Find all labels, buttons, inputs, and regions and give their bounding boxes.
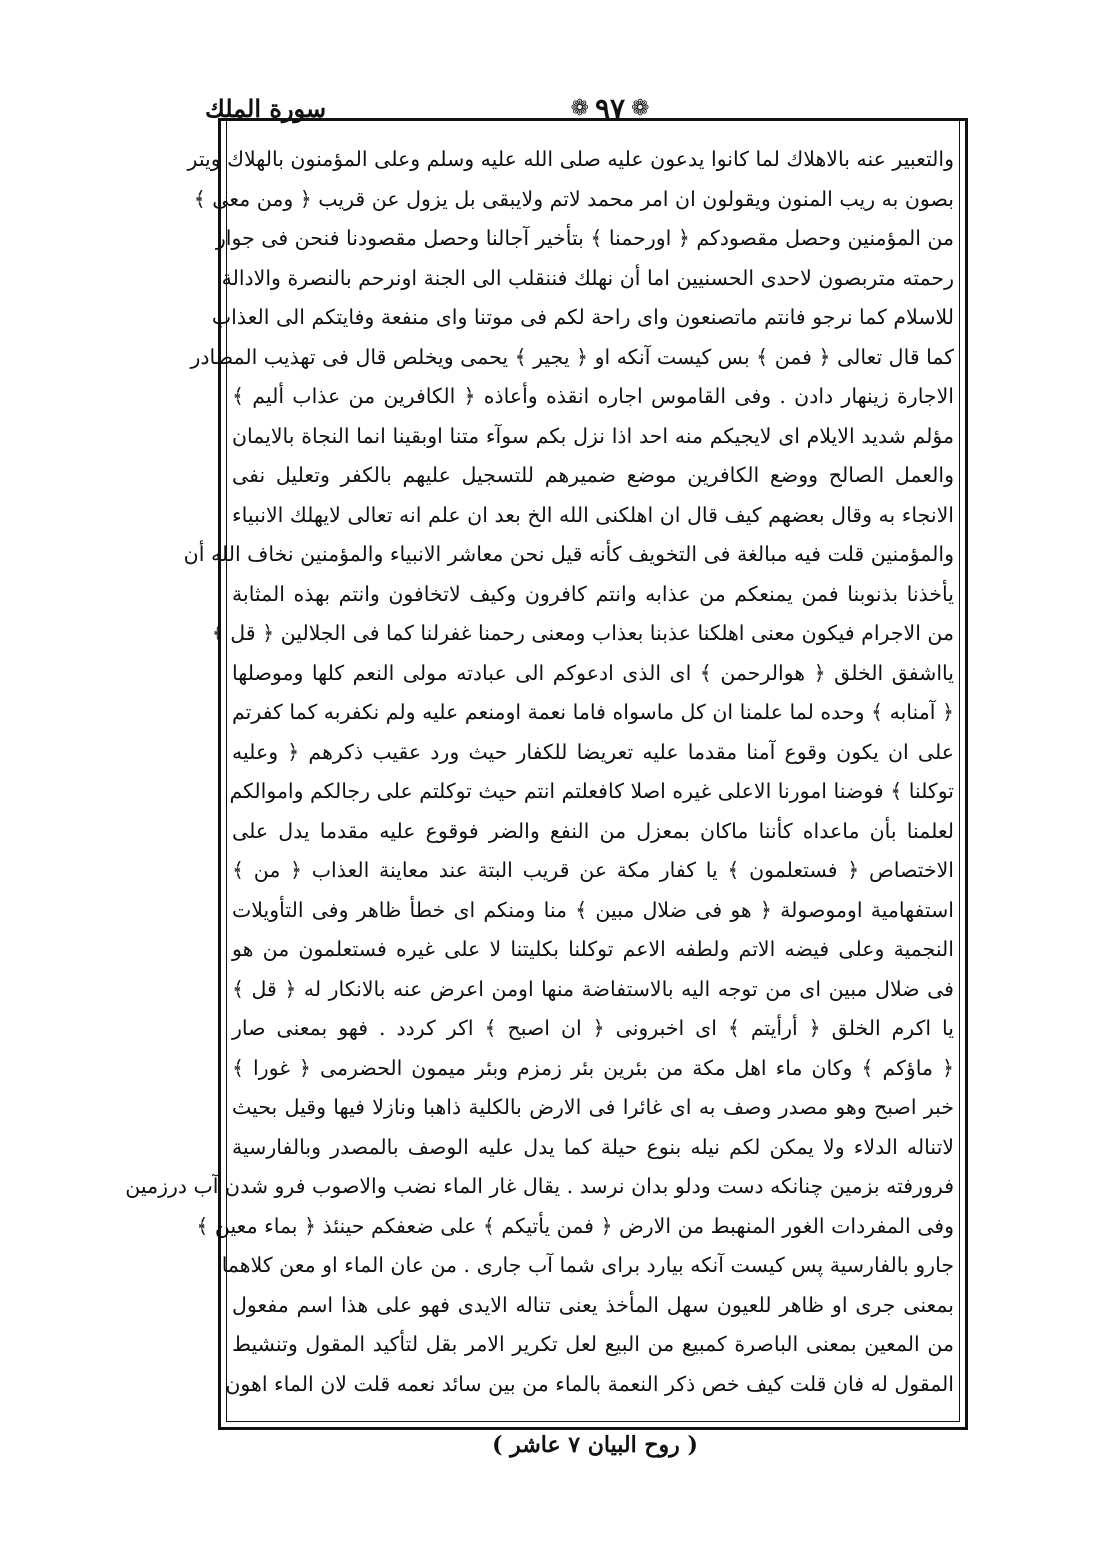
text-line-7: الاجارة زينهار دادن . وفى القاموس اجاره انقذه وأعاذه ﴿ الكافرين من عذاب أليم ﴾ xyxy=(232,384,954,408)
text-line-22: فى ضلال مبين اى من توجه اليه بالاستفاضة منها اومن اعرض عنه بالانكار له ﴿ قل ﴾ xyxy=(232,976,954,1001)
text-line-17: توكلنا ﴾ فوضنا امورنا الاعلى غيره اصلا كافعلتم انتم حيث توكلتم على رجالكم واموالكم xyxy=(229,779,954,803)
text-line-18: لعلمنا بأن ماعداه كأننا ماكان بمعزل من النفع والضر فوقوع عليه مقدما يدل على xyxy=(232,818,954,843)
text-line-4: رحمته متربصون لاحدى الحسنيين اما أن نهلك فننقلب الى الجنة اونرحم بالنصرة والادالة xyxy=(221,265,954,290)
text-line-25: خبر اصبح وهو مصدر وصف به اى غائرا فى الارض بالكلية ذاهبا ونازلا فيها وقيل بحيث xyxy=(232,1095,954,1119)
text-line-3: من المؤمنين وحصل مقصودكم ﴿ اورحمنا ﴾ بتأخير آجالنا وحصل مقصودنا فنحن فى جوار xyxy=(215,226,954,250)
text-line-15: ﴿ آمنابه ﴾ وحده لما علمنا ان كل ماسواه فاما نعمة اومنعم عليه ولم نكفربه كما كفرتم xyxy=(232,700,954,724)
text-line-31: من المعين بمعنى الباصرة كمبيع من البيع لعل تكرير الامر بقل لتأكيد المقول وتنشيط xyxy=(232,1332,954,1356)
text-line-5: للاسلام كما نرجو فانتم ماتصنعون واى راحة لكم فى موتنا واى منفعة وفايتكم الى العذاب xyxy=(211,305,954,329)
text-line-13: من الاجرام فيكون معنى اهلكنا عذبنا بعذاب ومعنى رحمنا غفرلنا كما فى الجلالين ﴿ قل ﴾ xyxy=(211,621,954,645)
body-text xyxy=(125,140,954,1404)
text-line-19: الاختصاص ﴿ فستعلمون ﴾ يا كفار مكة عن قريب البتة عند معاينة العذاب ﴿ من ﴾ xyxy=(232,858,954,882)
text-line-20: استفهامية اوموصولة ﴿ هو فى ضلال مبين ﴾ منا ومنكم اى خطأ ظاهر وفى التأويلات xyxy=(232,897,954,922)
ornament-left-icon: ❁ xyxy=(570,95,589,121)
text-line-8: مؤلم شديد الايلام اى لايجيكم منه احد اذا نزل بكم سوآء متنا اوبقينا انما النجاة بالايمان xyxy=(232,423,954,448)
page-number: ٩٧ xyxy=(594,91,626,125)
text-line-9: والعمل الصالح ووضع الكافرين موضع ضميرهم للتسجيل عليهم بالكفر وتعليل نفى xyxy=(232,463,954,487)
text-line-12: يأخذنا بذنوبنا فمن يمنعكم من عذابه وانتم كافرون وكيف لاتخافون وانتم بهذه المثابة xyxy=(232,581,954,606)
text-line-27: فرورفته بزمين چنانكه دست ودلو بدان نرسد . يقال غار الماء نضب والاصوب فرو شدن آب درزمين xyxy=(125,1174,954,1198)
text-line-6: كما قال تعالى ﴿ فمن ﴾ بس كيست آنكه او ﴿ يجير ﴾ يحمى ويخلص قال فى تهذيب المصادر xyxy=(190,344,954,369)
text-line-10: الانجاء به وقال بعضهم كيف قال ان اهلكنى الله الخ بعد ان علم انه تعالى لايهلك الانبياء xyxy=(232,502,954,527)
text-line-23: يا اكرم الخلق ﴿ أرأيتم ﴾ اى اخبرونى ﴿ ان اصبح ﴾ اكر كردد . فهو بمعنى صار xyxy=(232,1016,954,1040)
text-line-14: يااشفق الخلق ﴿ هوالرحمن ﴾ اى الذى ادعوكم الى عبادته مولى النعم كلها وموصلها xyxy=(232,660,954,685)
text-line-21: النجمية وعلى فيضه الاتم ولطفه الاعم توكلنا بكليتنا لا على غيره فستعلمون من هو xyxy=(232,937,954,961)
ornament-right-icon: ❁ xyxy=(631,95,650,121)
text-line-16: على ان يكون وقوع آمنا مقدما عليه تعريضا للكفار حيث ورد عقيب ذكرهم ﴿ وعليه xyxy=(232,739,954,764)
running-title-footer: ( روح البيان ٧ عاشر ) xyxy=(492,1432,698,1458)
text-line-1: والتعبير عنه بالاهلاك لما كانوا يدعون عليه صلى الله عليه وسلم وعلى المؤمنون بالهلاك ويتر xyxy=(187,147,954,171)
text-line-26: لاتناله الدلاء ولا يمكن لكم نيله بنوع حيلة كما يدل عليه الوصف بالمصدر وبالفارسية xyxy=(232,1134,954,1159)
sura-title: سورة الملك xyxy=(205,94,327,123)
text-line-11: والمؤمنين قلت فيه مبالغة فى التخويف كأنه قيل نحن معاشر الانبياء والمؤمنين نخاف الله أن xyxy=(183,542,954,566)
text-line-24: ﴿ ماؤكم ﴾ وكان ماء اهل مكة من بئرين بئر زمزم وبئر ميمون الحضرمى ﴿ غورا ﴾ xyxy=(232,1055,954,1080)
text-line-29: جارو بالفارسية پس كيست آنكه بيارد براى شما آب جارى . من عان الماء او معن كلاهما xyxy=(221,1253,954,1277)
text-line-2: بصون به ريب المنون ويقولون ان امر محمد لاتم ولايبقى بل يزول عن قريب ﴿ ومن معى ﴾ xyxy=(193,186,954,211)
text-line-32: المقول له فان قلت كيف خص ذكر النعمة بالماء من بين سائد نعمه قلت لان الماء اهون xyxy=(225,1371,954,1396)
text-line-30: بمعنى جرى او ظاهر للعيون سهل المأخذ يعنى تناله الايدى فهو على هذا اسم مفعول xyxy=(232,1292,954,1317)
text-line-28: وفى المفردات الغور المنهبط من الارض ﴿ فمن يأتيكم ﴾ على ضعفكم حينئذ ﴿ بماء معين ﴾ xyxy=(196,1213,954,1238)
